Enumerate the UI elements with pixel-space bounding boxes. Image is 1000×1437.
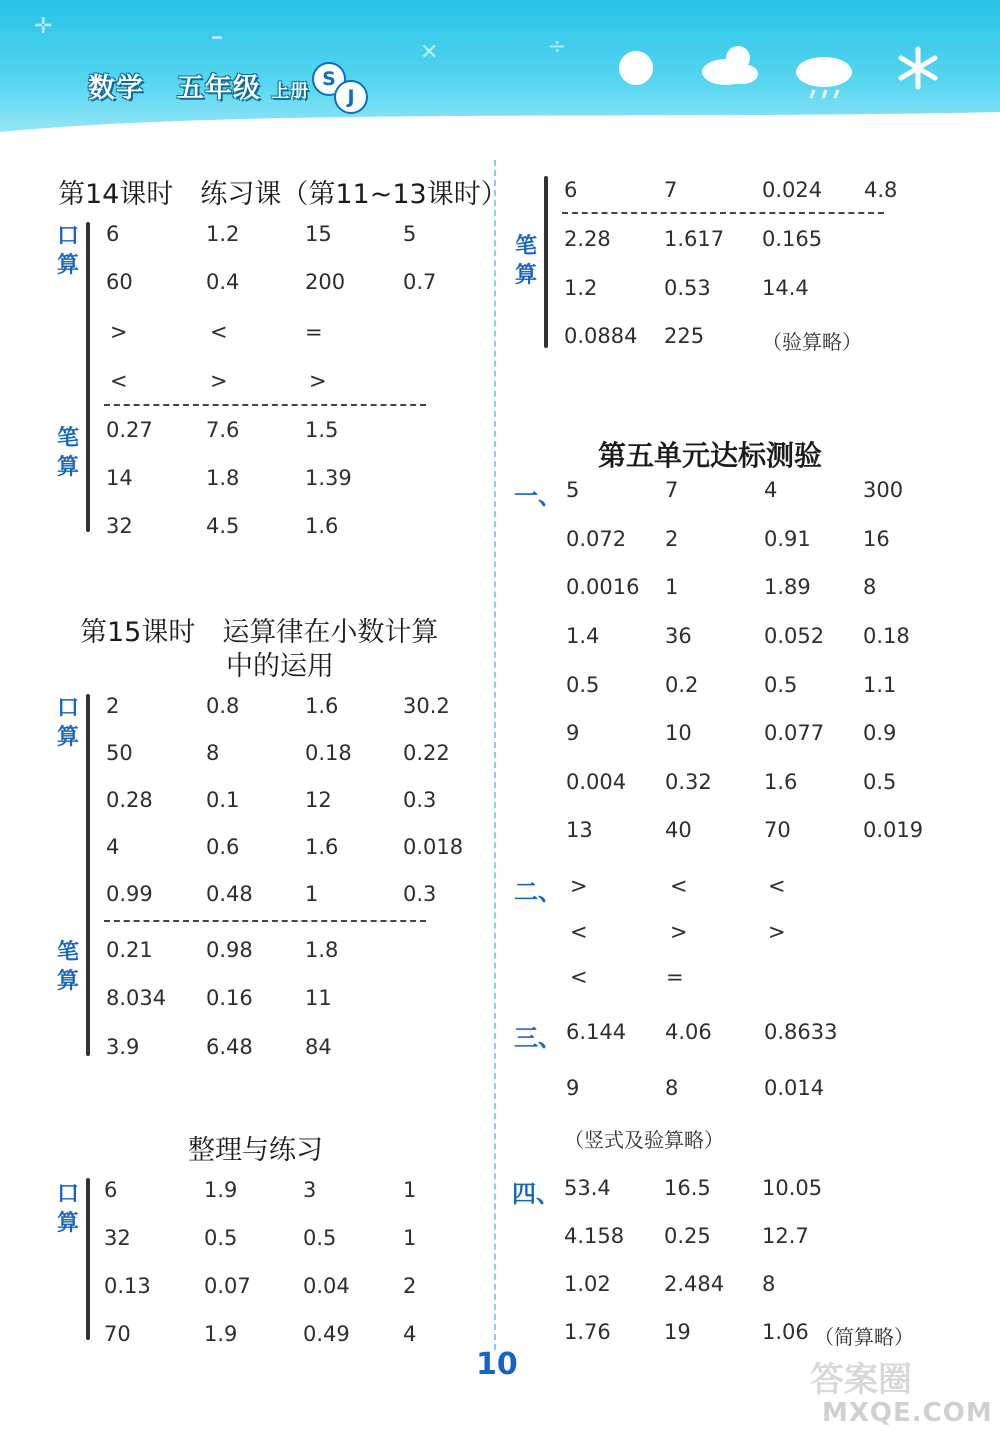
- answer-cell: 0.13: [104, 1274, 151, 1298]
- answer-cell: 4: [403, 1322, 417, 1346]
- answer-cell: 0.3: [403, 788, 437, 812]
- answer-cell: >: [670, 920, 688, 944]
- lesson15-dashed-separator: [104, 920, 426, 922]
- answer-cell: 4.8: [864, 178, 898, 202]
- answer-cell: 8: [863, 575, 877, 599]
- answer-cell: 1: [403, 1178, 417, 1202]
- answer-cell: 0.27: [106, 418, 153, 442]
- answer-cell: 7: [664, 178, 678, 202]
- answer-cell: 16.5: [664, 1176, 711, 1200]
- answer-cell: 6: [106, 222, 120, 246]
- answer-cell: 11: [305, 986, 332, 1010]
- banner-wave: [0, 112, 1000, 152]
- subject-label: 数学: [88, 73, 144, 104]
- answer-cell: 1.617: [664, 227, 725, 251]
- continued-written-tag: 笔 算: [514, 234, 537, 288]
- answer-cell: 0.5: [764, 673, 798, 697]
- answer-cell: 0.5: [303, 1226, 337, 1250]
- answer-cell: 4: [764, 478, 778, 502]
- answer-cell: 0.077: [764, 721, 825, 745]
- unit-test-title: 第五单元达标测验: [598, 439, 823, 472]
- book-title: [88, 66, 309, 105]
- answer-cell: >: [768, 920, 786, 944]
- times-decoration-icon: ✕: [420, 40, 439, 65]
- answer-cell: 0.07: [204, 1274, 251, 1298]
- answer-cell: 40: [665, 818, 692, 842]
- answer-cell: 0.019: [863, 818, 924, 842]
- answer-cell: 1.2: [206, 222, 240, 246]
- column-divider: [494, 160, 496, 1350]
- answer-cell: 0.5: [204, 1226, 238, 1250]
- answer-cell: 50: [106, 741, 133, 765]
- answer-cell: 60: [106, 270, 133, 294]
- edition-badge-j: J: [334, 80, 368, 114]
- answer-cell: 6: [564, 178, 578, 202]
- continued-dashed-separator: [562, 212, 884, 214]
- answer-cell: 32: [106, 514, 133, 538]
- answer-cell: 14.4: [762, 276, 809, 300]
- answer-cell: 8: [206, 741, 220, 765]
- answer-cell: 1.6: [305, 514, 339, 538]
- answer-cell: 0.5: [566, 673, 600, 697]
- answer-cell: 0.165: [762, 227, 823, 251]
- grade-label: 五年级: [176, 73, 261, 104]
- answer-cell: 1.5: [305, 418, 339, 442]
- review-side-bar: [86, 1178, 90, 1340]
- answer-cell: 8.034: [106, 986, 167, 1010]
- answer-cell: 7: [665, 478, 679, 502]
- answer-cell: <: [570, 920, 588, 944]
- answer-cell: 0.91: [764, 527, 811, 551]
- answer-cell: 0.53: [664, 276, 711, 300]
- lesson15-title-line2: 中的运用: [226, 651, 334, 682]
- answer-cell: 8: [665, 1076, 679, 1100]
- answer-cell: 4: [106, 835, 120, 859]
- answer-cell: 0.024: [762, 178, 823, 202]
- answer-cell: 13: [566, 818, 593, 842]
- answer-cell: 1: [665, 575, 679, 599]
- answer-cell: 0.8633: [764, 1020, 838, 1044]
- answer-cell: 9: [566, 721, 580, 745]
- volume-label: 上册: [271, 81, 310, 102]
- lesson14-written-tag: 笔 算: [56, 426, 79, 480]
- answer-cell: 84: [305, 1035, 332, 1059]
- answer-cell: 12.7: [762, 1224, 809, 1248]
- answer-cell: 15: [305, 222, 332, 246]
- lesson15-title-line1: 第15课时 运算律在小数计算: [80, 617, 439, 648]
- answer-cell: <: [670, 874, 688, 898]
- answer-cell: 2: [665, 527, 679, 551]
- answer-cell: 2: [106, 694, 120, 718]
- answer-cell: 4.5: [206, 514, 240, 538]
- answer-cell: =: [305, 320, 323, 344]
- answer-cell: 2.28: [564, 227, 611, 251]
- answer-cell: 3: [303, 1178, 317, 1202]
- answer-cell: 0.7: [403, 270, 437, 294]
- minus-decoration-icon: ━: [212, 28, 222, 47]
- answer-cell: 1.06: [762, 1320, 809, 1344]
- rain-cloud-icon: [792, 52, 856, 104]
- lesson14-oral-tag: 口 算: [56, 224, 79, 278]
- answer-cell: >: [309, 369, 327, 393]
- answer-cell: 1.2: [564, 276, 598, 300]
- answer-cell: 6: [104, 1178, 118, 1202]
- answer-cell: 1.8: [305, 938, 339, 962]
- answer-cell: 0.018: [403, 835, 464, 859]
- continued-note: （验算略）: [762, 330, 862, 354]
- lesson14-title: 第14课时 练习课（第11~13课时）: [58, 179, 508, 210]
- answer-cell: =: [666, 965, 684, 989]
- part3-label: 三、: [514, 1024, 562, 1052]
- answer-cell: 1.9: [204, 1322, 238, 1346]
- lesson14-dashed-separator: [104, 404, 426, 406]
- partly-cloudy-icon: [698, 42, 762, 88]
- answer-cell: 19: [664, 1320, 691, 1344]
- watermark-logo: 答案圈: [810, 1360, 912, 1400]
- answer-cell: 0.0016: [566, 575, 640, 599]
- lesson15-side-bar: [86, 694, 90, 1056]
- watermark-url: MXQE.COM: [822, 1398, 993, 1428]
- answer-cell: 12: [305, 788, 332, 812]
- answer-cell: 0.4: [206, 270, 240, 294]
- answer-cell: 300: [863, 478, 904, 502]
- answer-cell: 0.3: [403, 882, 437, 906]
- answer-cell: 225: [664, 324, 705, 348]
- answer-cell: 4.06: [665, 1020, 712, 1044]
- answer-cell: 1.6: [305, 694, 339, 718]
- answer-cell: 5: [403, 222, 417, 246]
- answer-cell: 0.5: [863, 770, 897, 794]
- answer-cell: 0.052: [764, 624, 825, 648]
- answer-cell: 1.02: [564, 1272, 611, 1296]
- answer-cell: 1.6: [305, 835, 339, 859]
- answer-cell: 7.6: [206, 418, 240, 442]
- answer-cell: 0.32: [665, 770, 712, 794]
- answer-cell: 0.072: [566, 527, 627, 551]
- answer-cell: 0.21: [106, 938, 153, 962]
- answer-cell: 1.6: [764, 770, 798, 794]
- snowflake-icon: [896, 46, 940, 90]
- answer-cell: 0.16: [206, 986, 253, 1010]
- part1-label: 一、: [514, 482, 562, 510]
- review-oral-tag: 口 算: [56, 1182, 79, 1236]
- answer-cell: <: [110, 369, 128, 393]
- answer-cell: 0.8: [206, 694, 240, 718]
- answer-cell: 0.014: [764, 1076, 825, 1100]
- answer-cell: 1.1: [863, 673, 897, 697]
- answer-cell: 0.22: [403, 741, 450, 765]
- plus-decoration-icon: ✛: [34, 14, 53, 39]
- review-title: 整理与练习: [188, 1135, 323, 1166]
- answer-cell: 1: [305, 882, 319, 906]
- lesson15-written-tag: 笔 算: [56, 940, 79, 994]
- answer-cell: 0.99: [106, 882, 153, 906]
- answer-cell: >: [210, 369, 228, 393]
- continued-side-bar: [544, 176, 548, 348]
- answer-cell: 1: [403, 1226, 417, 1250]
- page-number: 10: [476, 1347, 518, 1382]
- answer-cell: 2: [403, 1274, 417, 1298]
- answer-cell: >: [570, 874, 588, 898]
- answer-cell: 6.48: [206, 1035, 253, 1059]
- answer-cell: 0.6: [206, 835, 240, 859]
- answer-cell: <: [210, 320, 228, 344]
- answer-cell: 9: [566, 1076, 580, 1100]
- part4-note: （简算略）: [814, 1325, 914, 1349]
- answer-cell: 6.144: [566, 1020, 627, 1044]
- answer-cell: 0.49: [303, 1322, 350, 1346]
- answer-cell: 1.39: [305, 466, 352, 490]
- answer-cell: 1.89: [764, 575, 811, 599]
- answer-cell: 16: [863, 527, 890, 551]
- answer-cell: 8: [762, 1272, 776, 1296]
- part3-note: （竖式及验算略）: [564, 1128, 724, 1152]
- answer-cell: 10: [665, 721, 692, 745]
- answer-cell: 5: [566, 478, 580, 502]
- lesson14-side-bar: [86, 222, 90, 532]
- answer-cell: 0.28: [106, 788, 153, 812]
- answer-cell: 0.25: [664, 1224, 711, 1248]
- answer-cell: 10.05: [762, 1176, 823, 1200]
- edition-badge-s: S: [312, 62, 346, 96]
- answer-cell: 4.158: [564, 1224, 625, 1248]
- answer-cell: 14: [106, 466, 133, 490]
- sun-icon: [616, 48, 656, 88]
- answer-cell: 1.76: [564, 1320, 611, 1344]
- divide-decoration-icon: ÷: [548, 34, 567, 59]
- answer-cell: 0.0884: [564, 324, 638, 348]
- answer-cell: 0.18: [305, 741, 352, 765]
- answer-cell: 70: [104, 1322, 131, 1346]
- part4-label: 四、: [512, 1180, 560, 1208]
- answer-cell: 36: [665, 624, 692, 648]
- answer-cell: <: [768, 874, 786, 898]
- answer-cell: 0.48: [206, 882, 253, 906]
- answer-cell: 70: [764, 818, 791, 842]
- answer-cell: 53.4: [564, 1176, 611, 1200]
- answer-cell: <: [570, 965, 588, 989]
- answer-cell: 30.2: [403, 694, 450, 718]
- answer-cell: 0.9: [863, 721, 897, 745]
- lesson15-oral-tag: 口 算: [56, 696, 79, 750]
- answer-cell: 2.484: [664, 1272, 725, 1296]
- answer-cell: 0.1: [206, 788, 240, 812]
- answer-cell: 0.18: [863, 624, 910, 648]
- answer-cell: 1.8: [206, 466, 240, 490]
- answer-cell: 200: [305, 270, 346, 294]
- part2-label: 二、: [514, 878, 562, 906]
- answer-cell: 0.2: [665, 673, 699, 697]
- answer-cell: 0.004: [566, 770, 627, 794]
- answer-cell: 0.98: [206, 938, 253, 962]
- answer-cell: 0.04: [303, 1274, 350, 1298]
- answer-cell: 3.9: [106, 1035, 140, 1059]
- answer-cell: 1.4: [566, 624, 600, 648]
- answer-cell: 32: [104, 1226, 131, 1250]
- answer-cell: >: [110, 320, 128, 344]
- answer-cell: 1.9: [204, 1178, 238, 1202]
